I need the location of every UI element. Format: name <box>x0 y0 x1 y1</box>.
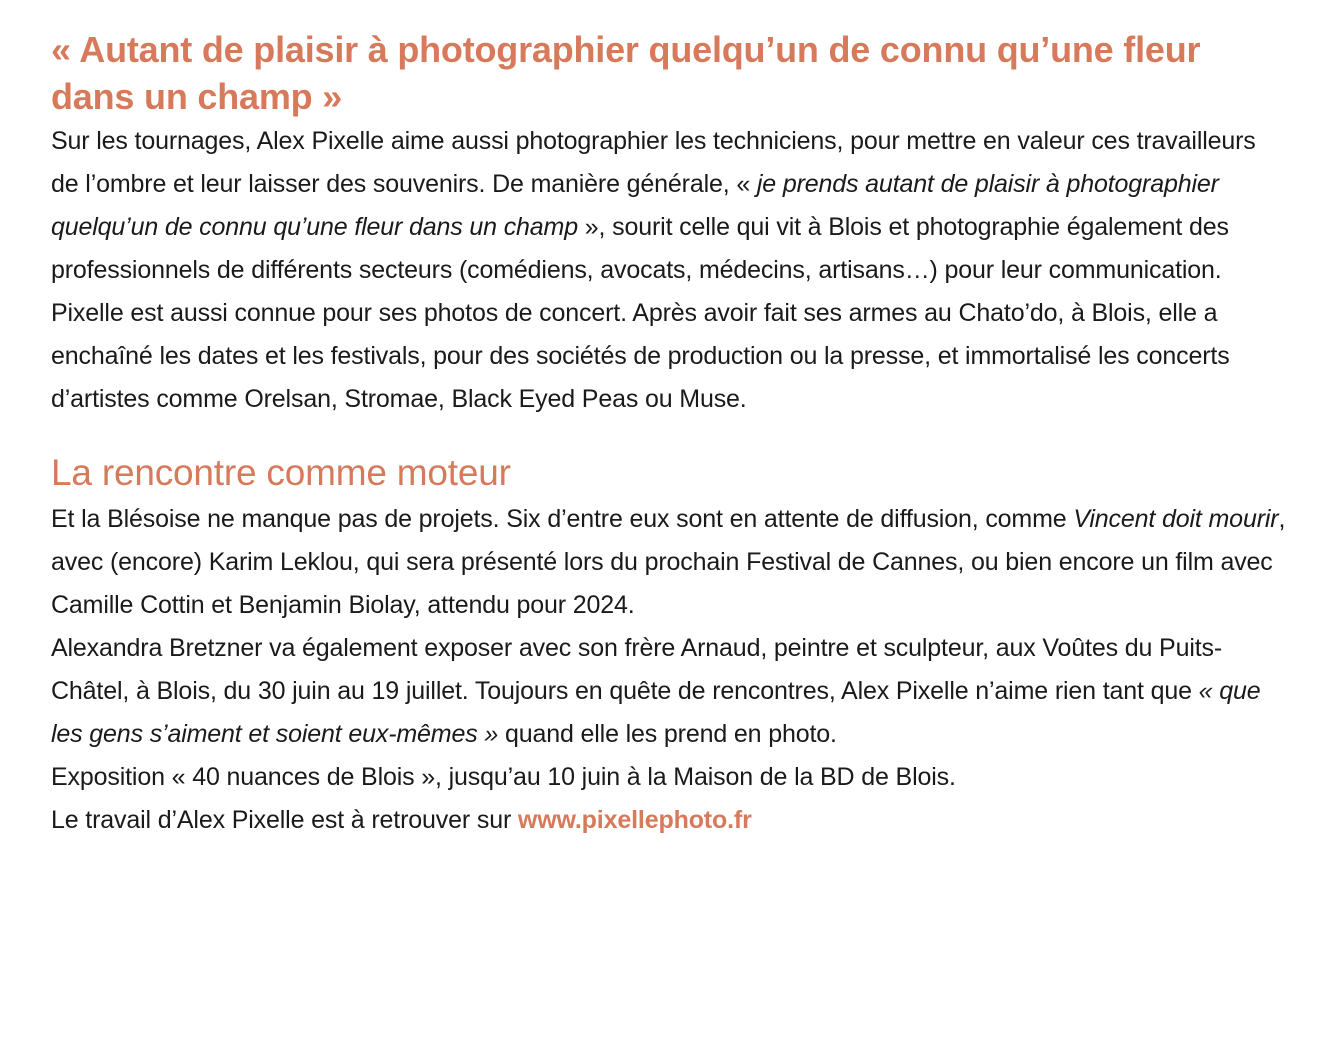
paragraph-text: , avec (encore) Karim Leklou, qui sera présenté lors du prochain Festival de Cannes, ou bien encore un film avec Camille Cottin et Benjamin Biolay, attendu pour 2024. <box>51 505 1286 619</box>
exhibition-line: Exposition « 40 nuances de Blois », jusqu’au 10 juin à la Maison de la BD de Blois. <box>51 763 956 791</box>
link-prefix: Le travail d’Alex Pixelle est à retrouver sur <box>51 806 518 834</box>
paragraph-concerts: Pixelle est aussi connue pour ses photos de concert. Après avoir fait ses armes au Chato’do, à Blois, elle a enchaîné les dates et les festivals, pour des sociétés de production ou la presse, et immortalisé les concerts d’artistes comme Orelsan, Stromae, Black Eyed Peas ou Muse. <box>51 299 1230 413</box>
paragraph-text: quand elle les prend en photo. <box>498 720 837 748</box>
paragraph-projects <box>51 498 1288 627</box>
paragraph-technicians <box>51 120 1288 292</box>
film-title: Vincent doit mourir <box>1073 505 1279 533</box>
paragraph-text: Et la Blésoise ne manque pas de projets. Six d’entre eux sont en attente de diffusion, comme <box>51 505 1074 533</box>
paragraph-text: Alexandra Bretzner va également exposer avec son frère Arnaud, peintre et sculpteur, aux Voûtes du Puits-Châtel, à Blois, du 30 juin au 19 juillet. Toujours en quête de rencontres, Alex Pixelle n’aime rien tant que <box>51 634 1223 705</box>
section-subheading: La rencontre comme moteur <box>51 452 511 493</box>
website-link[interactable]: www.pixellephoto.fr <box>517 806 752 834</box>
footer-info <box>51 756 1288 842</box>
quote-text: je prends autant de plaisir à photographier quelqu’un de connu qu’une fleur dans un champ <box>51 170 1219 241</box>
paragraph-exhibition <box>51 627 1288 756</box>
paragraph-text: Sur les tournages, Alex Pixelle aime aussi photographier les techniciens, pour mettre en valeur ces travailleurs de l’ombre et leur laisser des souvenirs. De manière générale, « <box>51 127 1256 198</box>
quote-text: « que les gens s’aiment et soient eux-mêmes » <box>51 677 1261 748</box>
article-headline: « Autant de plaisir à photographier quelqu’un de connu qu’une fleur dans un champ » <box>51 29 1201 117</box>
paragraph-text: », sourit celle qui vit à Blois et photographie également des professionnels de différents secteurs (comédiens, avocats, médecins, artisans…) pour leur communication. <box>51 213 1229 284</box>
